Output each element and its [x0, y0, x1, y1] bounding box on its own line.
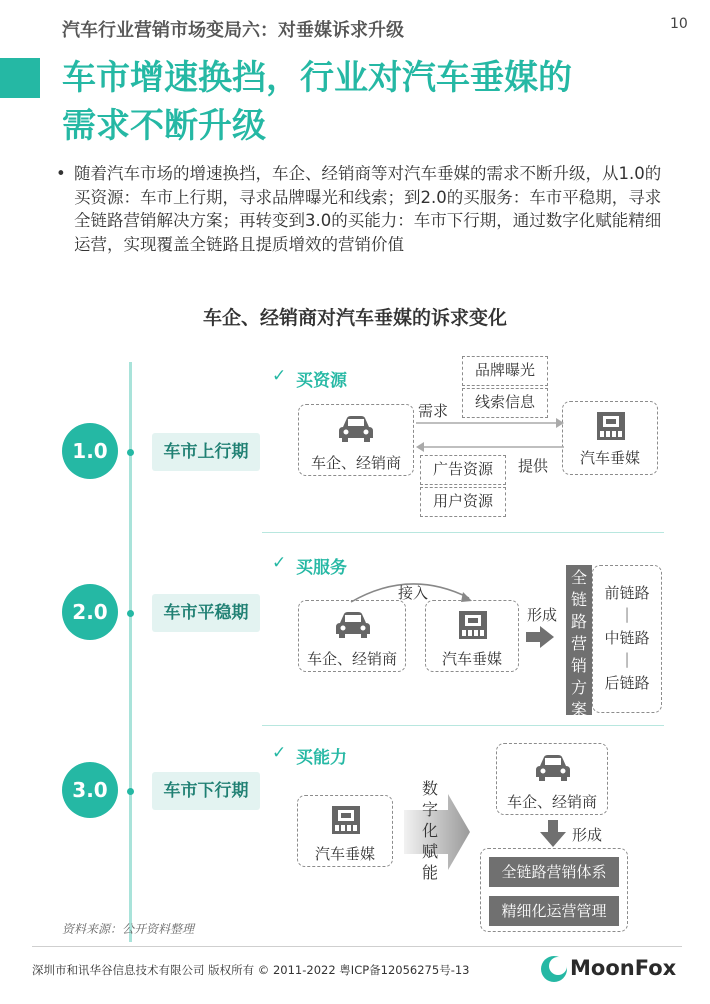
dealer-label: 车企、经销商 [506, 793, 597, 811]
lead-info-tag: 线索信息 [462, 388, 548, 418]
moonfox-logo-text: MoonFox [570, 956, 677, 980]
dealer-label: 车企、经销商 [310, 454, 401, 472]
phase-upturn: 车市上行期 [152, 433, 260, 471]
media-box [425, 600, 519, 672]
media-label: 汽车垂媒 [441, 650, 502, 668]
section-label-resources: 买资源 [296, 371, 347, 391]
footer-divider [32, 946, 682, 947]
chain-separator: | [624, 605, 630, 623]
dealer-label: 车企、经销商 [306, 650, 397, 668]
timeline-dot [127, 788, 134, 795]
result-fine-ops: 精细化运营管理 [489, 896, 619, 926]
section-divider [262, 532, 664, 533]
stage-3-badge: 3.0 [62, 762, 118, 818]
solution-char: 方 [570, 678, 587, 697]
user-resource-tag: 用户资源 [420, 487, 506, 517]
car-icon [334, 609, 372, 639]
phase-downturn: 车市下行期 [152, 772, 260, 810]
form-arrow [526, 624, 556, 650]
chain-box [592, 565, 662, 713]
phase-stable: 车市平稳期 [152, 594, 260, 632]
moonfox-logo-icon [540, 955, 568, 983]
demand-label: 需求 [418, 402, 449, 420]
car-icon [534, 752, 572, 782]
media-icon [330, 804, 362, 836]
page-title [62, 54, 692, 150]
media-label: 汽车垂媒 [314, 845, 375, 863]
timeline-dot [127, 610, 134, 617]
dealer-box [298, 600, 406, 672]
footer-copyright: 深圳市和讯华谷信息技术有限公司 版权所有 © 2011-2022 粤ICP备12056275号-13 [32, 963, 470, 977]
solution-char: 案 [570, 700, 587, 719]
source-note: 资料来源：公开资料整理 [62, 922, 195, 936]
supply-label: 提供 [518, 457, 549, 475]
access-label: 接入 [398, 584, 429, 602]
stage-1-badge: 1.0 [62, 423, 118, 479]
solution-box [566, 565, 592, 719]
page-subtitle: 汽车行业营销市场变局六：对垂媒诉求升级 [62, 20, 404, 41]
dealer-box [496, 743, 608, 815]
back-chain: 后链路 [604, 674, 650, 692]
chain-separator: | [624, 650, 630, 668]
bullet-paragraph [56, 162, 676, 256]
ad-resource-tag: 广告资源 [420, 455, 506, 485]
solution-char: 营 [570, 634, 587, 653]
solution-char: 路 [570, 612, 587, 631]
check-icon: ✓ [272, 366, 287, 386]
bullet-text: 随着汽车市场的增速换挡，车企、经销商等对汽车垂媒的需求不断升级，从1.0的买资源：车市上行期，寻求品牌曝光和线索；到2.0的买服务：车市平稳期，寻求全链路营销解决方案；再转变到3.0的买能力：车市下行期，通过数字化赋能精细运营，实现覆盖全链路且提质增效的营销价值 [74, 164, 662, 254]
down-arrow [540, 820, 566, 848]
form-label: 形成 [527, 606, 558, 624]
solution-char: 销 [570, 656, 587, 675]
page-number: 10 [670, 16, 688, 32]
title-line-1: 车市增速换挡，行业对汽车垂媒的 [62, 58, 572, 98]
section-label-capability: 买能力 [296, 748, 347, 768]
empower-char: 数 [421, 779, 438, 798]
media-icon [457, 609, 489, 641]
diagram-title: 车企、经销商对汽车垂媒的诉求变化 [202, 307, 507, 329]
media-label: 汽车垂媒 [579, 449, 640, 467]
section-divider [262, 725, 664, 726]
middle-chain: 中链路 [604, 629, 650, 647]
title-line-2: 需求不断升级 [62, 106, 266, 146]
solution-char: 全 [570, 568, 587, 587]
media-box [562, 401, 658, 475]
media-box [297, 795, 393, 867]
empower-char: 赋 [421, 842, 438, 861]
stage-2-badge: 2.0 [62, 584, 118, 640]
car-icon [337, 413, 375, 443]
accent-block [0, 58, 40, 98]
empower-label [421, 778, 439, 883]
result-full-chain: 全链路营销体系 [489, 857, 619, 887]
dealer-box [298, 404, 414, 476]
media-icon [595, 410, 627, 442]
check-icon: ✓ [272, 553, 287, 573]
empower-char: 能 [421, 863, 438, 882]
brand-exposure-tag: 品牌曝光 [462, 356, 548, 386]
bullet-icon: • [56, 164, 66, 183]
empower-char: 化 [421, 821, 438, 840]
results-box [480, 848, 628, 932]
timeline-dot [127, 449, 134, 456]
check-icon: ✓ [272, 743, 287, 763]
front-chain: 前链路 [604, 584, 650, 602]
solution-char: 链 [570, 590, 587, 609]
section-label-services: 买服务 [296, 558, 347, 578]
empower-char: 字 [421, 800, 438, 819]
form-label: 形成 [572, 826, 603, 844]
